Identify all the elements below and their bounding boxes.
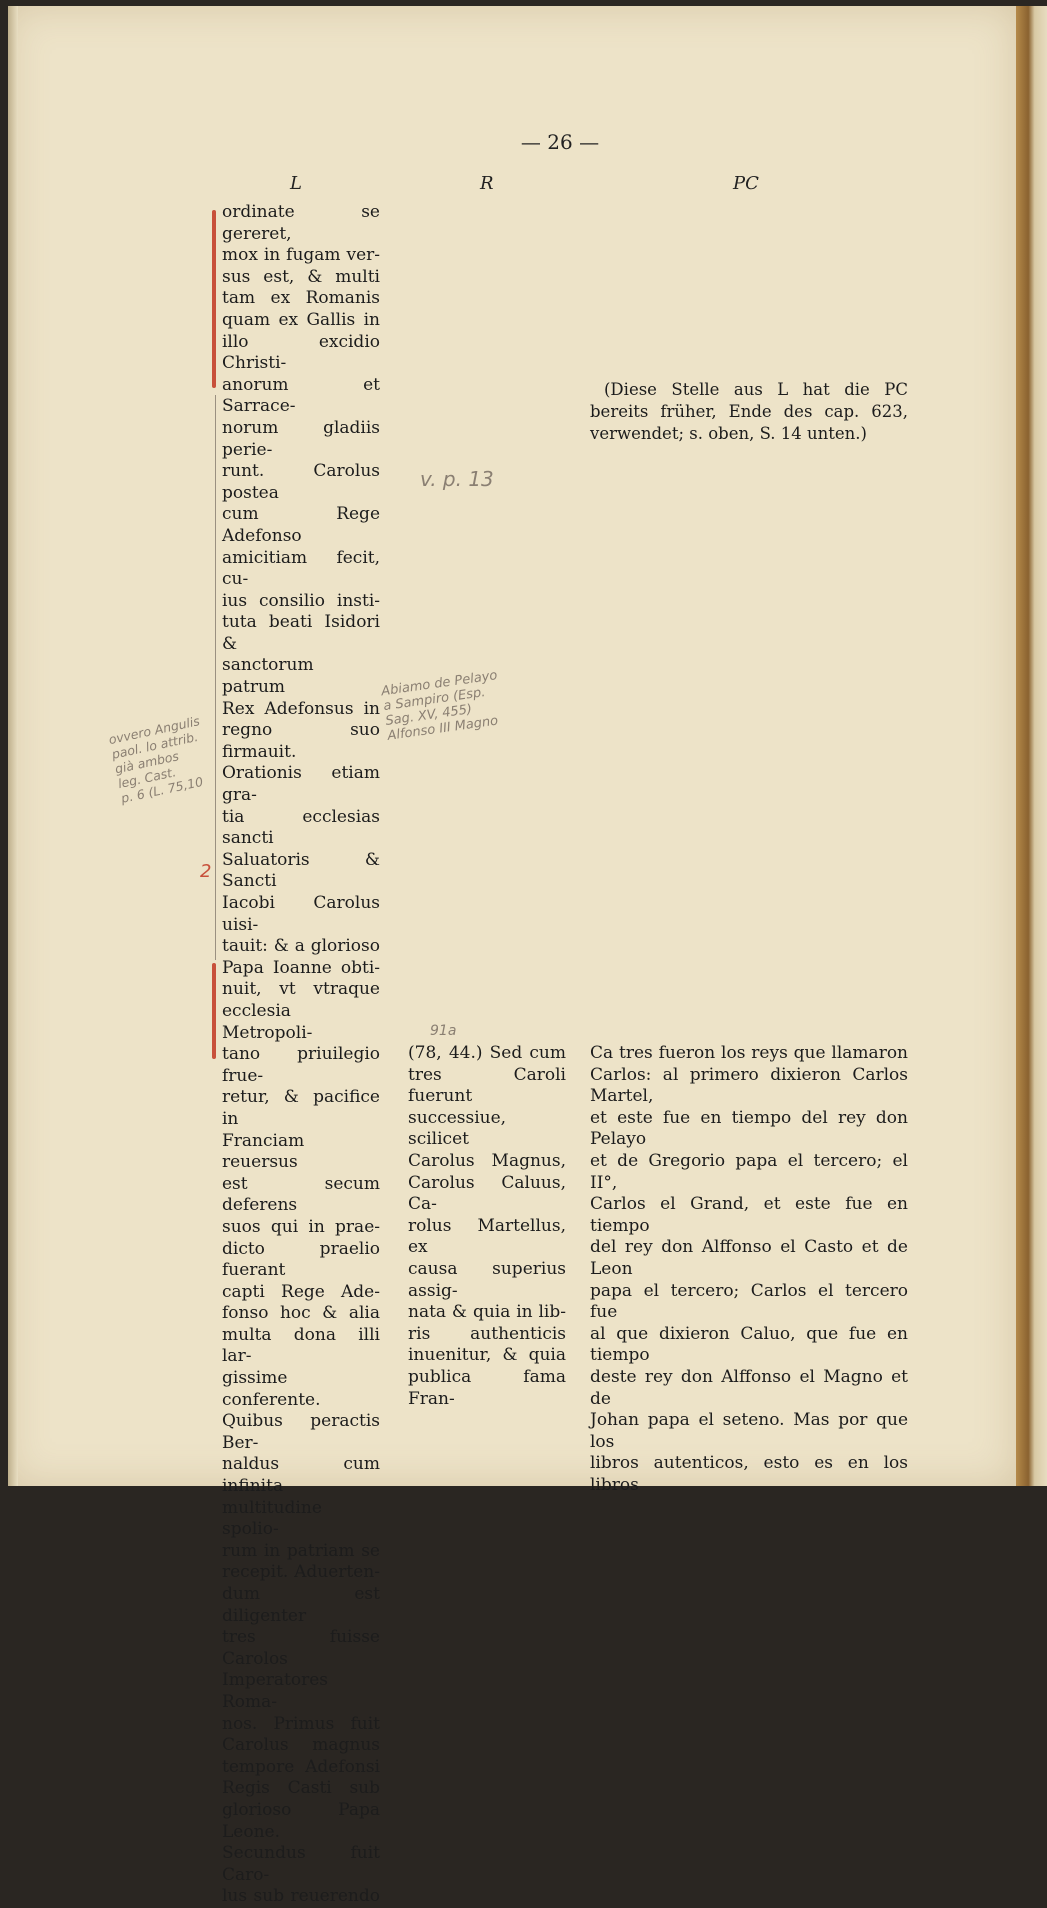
column-head-right: PC (733, 173, 759, 194)
column-l-line: retur, & pacifice in (222, 1087, 380, 1129)
column-r-line: causa superius assig- (408, 1258, 566, 1301)
column-l-line: Secundus fuit Caro- (222, 1843, 380, 1885)
column-pc-line: libros autenticos, esto es en los libros (590, 1453, 908, 1495)
column-l-line: tia ecclesias sancti (222, 806, 380, 849)
column-pc-line: Carlos: al primero dixieron Carlos Martel, (590, 1064, 908, 1107)
column-l-text (222, 202, 380, 1908)
column-r-line: rolus Martellus, ex (408, 1215, 566, 1258)
column-r-line: publica fama Fran- (408, 1366, 566, 1409)
column-l-line: Franciam reuersus (222, 1130, 305, 1173)
handwritten-note-folio: 91a (430, 1023, 457, 1039)
red-margin-mark-top (212, 210, 216, 388)
column-pc-line: al que dixieron Caluo, que fue en tiempo (590, 1323, 908, 1366)
column-l-line: mox in fugam ver- (222, 245, 380, 266)
column-l-line: gissime conferente. (222, 1368, 321, 1410)
column-l-line: Quibus peractis Ber- (222, 1411, 380, 1453)
column-l-line: Orationis etiam gra- (222, 763, 380, 806)
column-pc-line: deste rey don Alffonso el Magno et de (590, 1366, 908, 1409)
column-r-text (408, 1043, 566, 1410)
column-l-line: ecclesia Metropoli- (222, 1000, 313, 1043)
column-l-line: dum est diligenter (222, 1584, 380, 1626)
column-r-line: (78, 44.) Sed cum (408, 1043, 566, 1063)
pc-editorial-note: (Diese Stelle aus L hat die PC bereits früher, Ende des cap. 623, verwendet; s. oben, S. 14 unten.) (590, 380, 908, 443)
column-l-line: ordinate se gereret, (222, 202, 380, 244)
column-r-line: tres Caroli fuerunt (408, 1064, 566, 1107)
column-pc-line: Ca tres fueron los reys que llamaron (590, 1043, 908, 1063)
column-l-line: Iacobi Carolus uisi- (222, 893, 380, 935)
page-number: — 26 — (520, 130, 600, 154)
column-pc-text (590, 1043, 908, 1496)
column-l-line: cum Rege Adefonso (222, 504, 380, 546)
column-l-line: Papa Ioanne obti- (222, 957, 380, 978)
column-l-line: Rex Adefonsus in (222, 698, 380, 719)
column-l-line: est secum deferens (222, 1173, 380, 1216)
column-l-line: nos. Primus fuit (222, 1713, 380, 1734)
column-l-line: fonso hoc & alia (222, 1303, 380, 1324)
column-l-line: tuta beati Isidori & (222, 612, 380, 654)
column-l-line: Saluatoris & Sancti (222, 849, 380, 892)
handwritten-note-left-margin: ovvero Angulis paol. lo attrib. già ambos leg. Cast. p. 6 (L. 75,10 (107, 713, 205, 806)
column-l-line: nuit, vt vtraque (222, 979, 380, 1000)
column-l-line: illo excidio Christi- (222, 331, 380, 374)
column-l-line: tano priuilegio frue- (222, 1044, 380, 1086)
column-l-line: ius consilio insti- (222, 590, 380, 611)
column-pc-line: Johan papa el seteno. Mas por que los (590, 1410, 908, 1452)
column-l-line: tam ex Romanis (222, 288, 380, 309)
column-r-line: ris authenticis (408, 1323, 566, 1344)
column-l-line: regno suo firmauit. (222, 720, 380, 762)
column-l-line: Imperatores Roma- (222, 1670, 329, 1712)
column-pc-line: del rey don Alffonso el Casto et de Leon (590, 1237, 908, 1279)
red-margin-mark-bottom (212, 963, 216, 1059)
column-l-line: naldus cum infinita (222, 1454, 380, 1497)
column-l-line: anorum et Sarrace- (222, 374, 380, 417)
page-right-edge (1016, 6, 1047, 1486)
red-margin-numeral: 2 (200, 861, 212, 882)
column-head-left: L (290, 173, 302, 194)
column-l-line: glorioso Papa Leone. (222, 1799, 380, 1842)
column-pc-line: papa el tercero; Carlos el tercero fue (590, 1280, 908, 1323)
column-l-line: tres fuisse Carolos (222, 1627, 380, 1669)
column-l-line: Regis Casti sub (222, 1778, 380, 1799)
column-l-line: tauit: & a glorioso (222, 936, 380, 957)
pencil-margin-line (215, 395, 216, 960)
column-pc-line: et este fue en tiempo del rey don Pelayo (590, 1107, 908, 1150)
column-l-line: capti Rege Ade- (222, 1281, 380, 1302)
handwritten-note-middle-margin: Abiamo de Pelayo a Sampiro (Esp. Sag. XV, 455) Alfonso III Magno (380, 668, 500, 744)
column-l-line: recepit. Aduerten- (222, 1562, 380, 1583)
column-l-line: suos qui in prae- (222, 1216, 380, 1237)
column-r-line: Carolus Magnus, (408, 1150, 566, 1171)
column-r-line: inuenitur, & quia (408, 1345, 566, 1366)
column-r-line: successiue, scilicet (408, 1107, 507, 1150)
page-left-edge (8, 6, 18, 1486)
column-l-line: sanctorum patrum (222, 655, 314, 698)
column-l-line: Carolus magnus (222, 1735, 380, 1756)
column-pc-line: Carlos el Grand, et este fue en tiempo (590, 1194, 908, 1236)
column-l-line: runt. Carolus postea (222, 461, 380, 503)
column-l-line: rum in patriam se (222, 1540, 380, 1561)
column-head-middle: R (480, 173, 494, 194)
column-l-line: amicitiam fecit, cu- (222, 547, 380, 590)
column-l-line: quam ex Gallis in (222, 309, 380, 330)
handwritten-note-page-ref: v. p. 13 (420, 467, 494, 491)
column-r-line: nata & quia in lib- (408, 1302, 566, 1323)
column-l-line: sus est, & multi (222, 266, 380, 287)
column-l-line: tempore Adefonsi (222, 1756, 380, 1777)
column-l-line: multa dona illi lar- (222, 1324, 380, 1367)
column-r-line: Carolus Caluus, Ca- (408, 1172, 566, 1215)
column-l-line: norum gladiis perie- (222, 417, 380, 460)
column-pc-line: et de Gregorio papa el tercero; el II°, (590, 1150, 908, 1193)
column-l-line: multitudine spolio- (222, 1497, 322, 1540)
column-l-line: lus sub reuerendo (222, 1886, 380, 1907)
column-l-line: dicto praelio fuerant (222, 1238, 380, 1281)
